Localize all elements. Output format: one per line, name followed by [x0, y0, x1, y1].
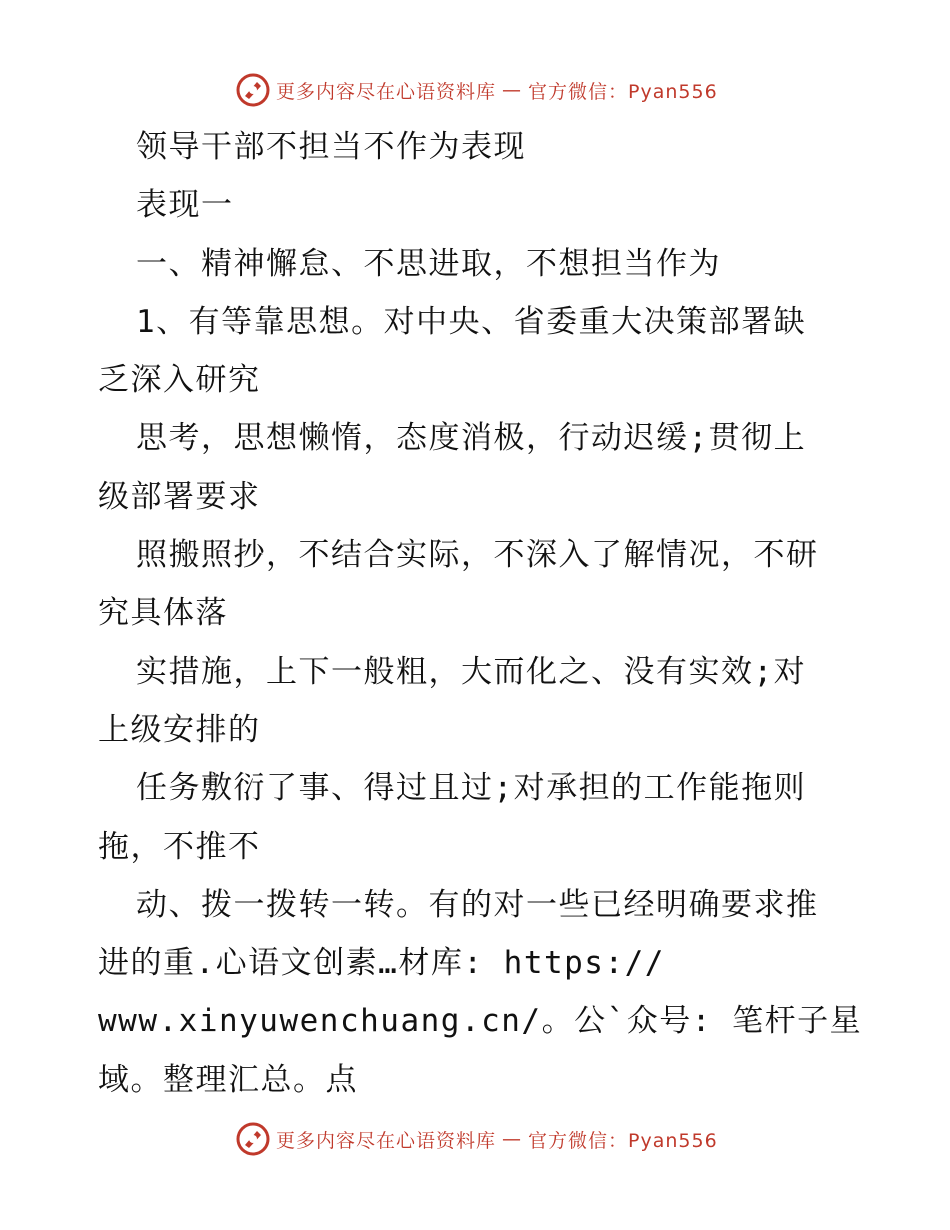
- header-banner: [236, 72, 718, 108]
- text-line: 思考，思想懒惰，态度消极，行动迟缓;贯彻上: [136, 420, 807, 457]
- document-body: [98, 118, 863, 1109]
- text-line: 域。整理汇总。点: [98, 1061, 358, 1098]
- text-line: 1、有等靠思想。对中央、省委重大决策部署缺: [136, 303, 807, 340]
- banner-wechat: 官方微信：Pyan556: [528, 80, 718, 103]
- text-line: 上级安排的: [98, 711, 261, 748]
- banner-separator: —: [502, 79, 523, 101]
- text-line: 一、精神懈怠、不思进取，不想担当作为: [136, 245, 721, 282]
- text-line: 究具体落: [98, 595, 228, 632]
- text-line: 表现一: [136, 187, 234, 224]
- text-line: 照搬照抄，不结合实际，不深入了解情况，不研: [136, 537, 819, 574]
- banner-text: 更多内容尽在心语资料库: [276, 80, 497, 103]
- banner-text: 更多内容尽在心语资料库: [276, 1129, 497, 1152]
- text-line: 进的重.心语文创素…材库: https://: [98, 945, 665, 982]
- text-line: 乏深入研究: [98, 362, 261, 399]
- red-seal-pen-icon: [236, 73, 270, 107]
- text-line: 动、拨一拨转一转。有的对一些已经明确要求推: [136, 886, 819, 923]
- footer-banner: [236, 1121, 718, 1157]
- text-line: 任务敷衍了事、得过且过;对承担的工作能拖则: [136, 770, 807, 807]
- red-seal-pen-icon: [236, 1122, 270, 1156]
- document-title: 领导干部不担当不作为表现: [136, 129, 526, 165]
- text-line: 拖，不推不: [98, 828, 261, 865]
- banner-wechat: 官方微信：Pyan556: [528, 1129, 718, 1152]
- text-line: 级部署要求: [98, 478, 261, 515]
- text-line: 实措施，上下一般粗，大而化之、没有实效;对: [136, 653, 807, 690]
- text-line: www.xinyuwenchuang.cn/。公`众号: 笔杆子星: [98, 1003, 863, 1040]
- banner-separator: —: [502, 1128, 523, 1150]
